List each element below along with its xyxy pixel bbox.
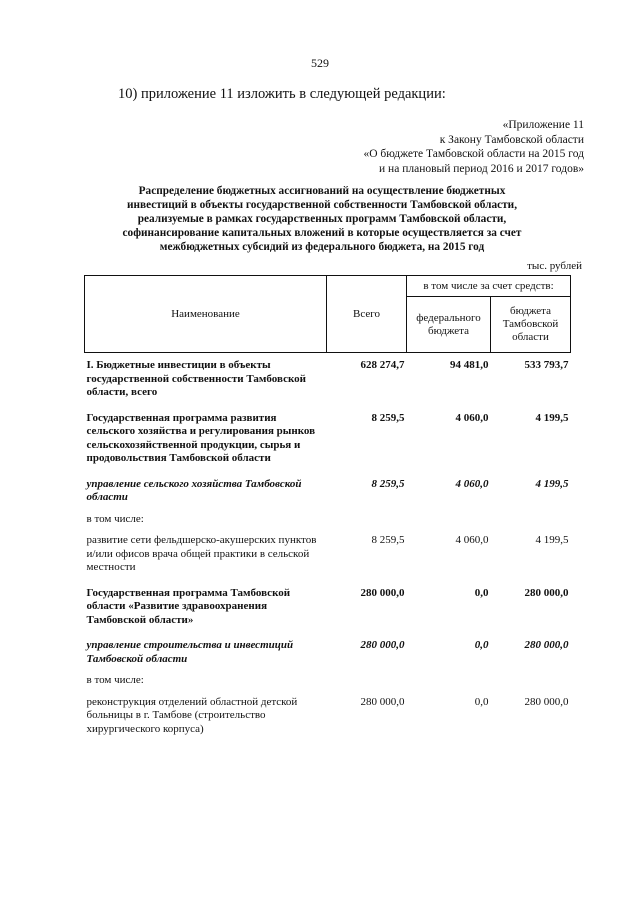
- table-row: [85, 511, 571, 529]
- header-total: Всего: [327, 276, 407, 353]
- row-federal-cell: 4 060,0: [455, 534, 489, 546]
- row-federal-cell: 0,0: [474, 586, 489, 599]
- row-name-cell: развитие сети фельдшерско-акушерских пунктов и/или офисов врача общей практики в сельской местности: [86, 534, 317, 573]
- intro-line: 10) приложение 11 изложить в следующей редакции:: [118, 86, 446, 102]
- title-line: Распределение бюджетных ассигнований на осуществление бюджетных: [138, 185, 506, 197]
- row-total-cell: [327, 511, 407, 529]
- row-total-cell: 8 259,5: [371, 411, 405, 424]
- table-row: [85, 672, 571, 690]
- row-name-cell: реконструкция отделений областной детской больницы в г. Тамбове (строительство хирургического корпуса): [86, 695, 298, 735]
- header-name: Наименование: [85, 276, 327, 353]
- table-row: [85, 406, 571, 472]
- row-name-cell: управление строительства и инвестиций Тамбовской области: [86, 639, 294, 665]
- row-federal-cell: 4 060,0: [455, 411, 489, 424]
- header-federal: федерального бюджета: [407, 297, 491, 353]
- title-line: софинансирование капитальных вложений в которые осуществляется за счет: [122, 227, 522, 239]
- row-regional-cell: [491, 511, 571, 529]
- row-total-cell: 280 000,0: [360, 695, 405, 708]
- row-federal-cell: [407, 511, 491, 529]
- row-federal-cell: 0,0: [474, 695, 489, 708]
- row-federal-cell: 4 060,0: [455, 477, 489, 490]
- row-name-cell: Государственная программа развития сельского хозяйства и регулирования рынков сельскохозяйственной продукции, сырья и продовольствия Тамбовской области: [86, 411, 316, 464]
- row-total-cell: 8 259,5: [371, 477, 405, 490]
- row-name-cell: управление сельского хозяйства Тамбовской области: [86, 477, 302, 503]
- header-including: в том числе за счет средств:: [407, 276, 571, 297]
- row-total-cell: 280 000,0: [360, 639, 405, 651]
- row-name-cell: в том числе:: [86, 674, 144, 686]
- table-row: [85, 353, 571, 406]
- annex-reference: [363, 118, 584, 176]
- table-row: [85, 472, 571, 511]
- units-label: тыс. рублей: [527, 260, 582, 272]
- row-name-cell: в том числе:: [86, 512, 144, 525]
- row-regional-cell: 280 000,0: [524, 639, 569, 651]
- row-regional-cell: 280 000,0: [524, 695, 569, 708]
- annex-line: к Закону Тамбовской области: [439, 133, 584, 146]
- row-regional-cell: 4 199,5: [535, 477, 569, 490]
- row-federal-cell: 94 481,0: [450, 359, 489, 371]
- row-regional-cell: 533 793,7: [524, 359, 569, 371]
- row-total-cell: 628 274,7: [360, 359, 405, 371]
- row-total-cell: [327, 672, 407, 690]
- row-regional-cell: [491, 672, 571, 690]
- table-row: [85, 633, 571, 672]
- row-total-cell: 8 259,5: [371, 534, 405, 546]
- title-line: межбюджетных субсидий из федерального бюджета, на 2015 год: [159, 241, 485, 253]
- annex-line: и на плановый период 2016 и 2017 годов»: [379, 162, 584, 175]
- document-title: [80, 184, 564, 254]
- title-line: реализуемые в рамках государственных программ Тамбовской области,: [137, 213, 507, 225]
- title-line: инвестиций в объекты государственной собственности Тамбовской области,: [126, 199, 518, 211]
- table-row: [85, 528, 571, 581]
- budget-table: [84, 275, 571, 742]
- row-total-cell: 280 000,0: [360, 586, 405, 599]
- row-regional-cell: 280 000,0: [524, 586, 569, 599]
- annex-line: «О бюджете Тамбовской области на 2015 год: [363, 148, 584, 160]
- row-name-cell: Государственная программа Тамбовской области «Развитие здравоохранения Тамбовской области»: [86, 586, 291, 626]
- annex-line: «Приложение 11: [502, 119, 584, 131]
- header-regional: бюджета Тамбовской области: [491, 297, 571, 353]
- row-federal-cell: 0,0: [474, 639, 489, 651]
- row-federal-cell: [407, 672, 491, 690]
- page-number: 529: [311, 56, 329, 70]
- row-name-cell: I. Бюджетные инвестиции в объекты государственной собственности Тамбовской области, всего: [86, 359, 306, 398]
- row-regional-cell: 4 199,5: [535, 411, 569, 424]
- row-regional-cell: 4 199,5: [535, 534, 569, 546]
- table-body: [85, 353, 571, 743]
- table-row: [85, 690, 571, 743]
- table-row: [85, 581, 571, 634]
